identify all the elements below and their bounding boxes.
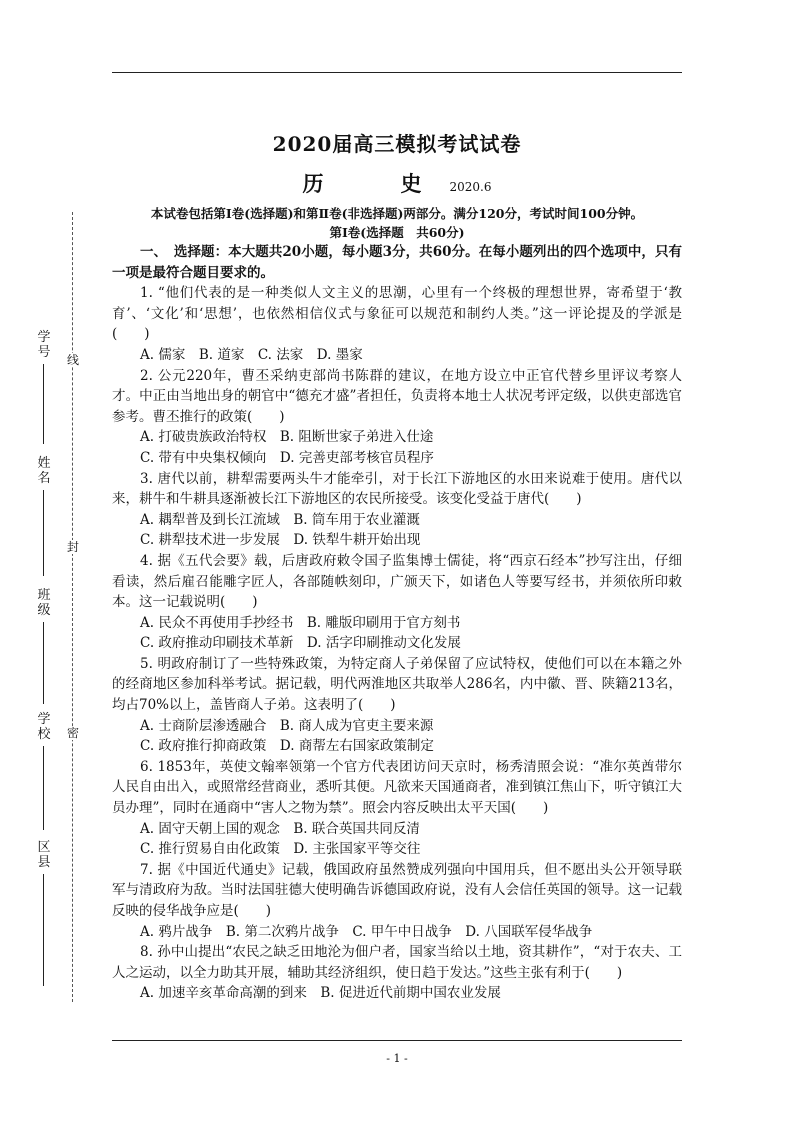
question-options: A. 鸦片战争 B. 第二次鸦片战争 C. 甲午中日战争 D. 八国联军侵华战争 — [140, 923, 593, 940]
header-rule — [112, 72, 682, 73]
section-emphasis: 四个 — [573, 244, 601, 260]
district-blank — [43, 874, 44, 986]
intro-line: 本试卷包括第Ⅰ卷(选择题)和第Ⅱ卷(非选择题)两部分。满分120分，考试时间100分钟。 — [150, 206, 644, 221]
question-options: A. 民众不再使用手抄经书 B. 雕版印刷用于官方刻书 — [140, 614, 461, 631]
question-options: A. 加速辛亥革命高潮的到来 B. 促进近代前期中国农业发展 — [140, 985, 501, 1002]
name-blank — [43, 490, 44, 576]
question-stem: 8. 孙中山提出“农民之缺乏田地沦为佃户者，国家当给以土地，资其耕作”，“对于农夫、工人之运动，以全力助其开展，辅助其经济组织，使日趋于发达。”这些主张有利于( ) — [112, 944, 682, 981]
school-label: 学校 — [34, 712, 54, 742]
question-stem: 2. 公元220年，曹丕采纳吏部尚书陈群的建议，在地方设立中正官代替乡里评议考察人才。中正由当地出身的朝官中“德充才盛”者担任，负责将本地士人状况考评定级，以供吏部选官参考。曹丕推行的政策( ) — [112, 367, 682, 425]
question-stem: 1. “他们代表的是一种类似人文主义的思潮，心里有一个终极的理想世界，寄希望于‘教育’、‘文化’和‘思想’，也依然相信仪式与象征可以规范和制约人类。”这一评论提及的学派是( ) — [112, 285, 682, 343]
class-label: 班级 — [34, 588, 54, 618]
footer-rule — [112, 1040, 682, 1041]
question-options: A. 固守天朝上国的观念 B. 联合英国共同反清 — [140, 820, 420, 837]
school-blank — [43, 746, 44, 830]
question-options: A. 打破贵族政治特权 B. 阻断世家子弟进入仕途 — [140, 429, 434, 446]
question-stem: 4. 据《五代会要》载，后唐政府敕令国子监集博士儒徒，将“西京石经本”抄写注出，仔细看读，然后雇召能雕字匠人，各部随帙刻印，广颁天下，如诸色人等要写经书，并须依所印敕本。这一记载说明( ) — [112, 552, 682, 611]
student-id-blank — [43, 364, 44, 444]
question-stem: 6. 1853年，英使文翰率领第一个官方代表团访问天京时，杨秀清照会说：“准尔英酋带尔人民自由出入，或照常经营商业，悉听其便。凡欲来天国通商者，准到镇江焦山下，听守镇江大员办理”，同时在通商中“害人之物为禁”。照会内容反映出太平天国( ) — [112, 758, 682, 817]
question-options: C. 耕犁技术进一步发展 D. 铁犁牛耕开始出现 — [140, 532, 421, 549]
question-options: C. 推行贸易自由化政策 D. 主张国家平等交往 — [140, 841, 421, 858]
student-id-label: 学号 — [34, 330, 54, 360]
binding-mark-secret: 密 — [66, 726, 79, 740]
name-label: 姓名 — [34, 456, 54, 486]
section-text: 本大题共20小题，每小题3分，共60分。在每小题列出的 — [228, 244, 574, 260]
exam-date: 2020.6 — [449, 180, 492, 194]
question-stem: 5. 明政府制订了一些特殊政策，为特定商人子弟保留了应试特权，使他们可以在本籍之外的经商地区参加科举考试。据记载，明代两淮地区共取举人286名，内中徽、晋、陕籍213名，均占70%以上，盖皆商人子弟。这表明了( ) — [112, 655, 682, 714]
subject-heading — [112, 168, 682, 198]
binding-mark-line: 线 — [66, 353, 79, 367]
section-label: 一、 选择题： — [140, 244, 229, 260]
page-title: 2020届高三模拟考试试卷 — [272, 132, 522, 156]
district-label: 区县 — [34, 840, 54, 870]
section-text-tail: 选项中，只有一项是最符合题目要求的。 — [112, 244, 683, 281]
binding-mark-seal: 封 — [66, 540, 79, 554]
question-options: A. 耦犁普及到长江流域 B. 筒车用于农业灌溉 — [140, 511, 420, 528]
binding-dashed-line — [72, 212, 73, 1002]
page-number: - 1 - — [386, 1052, 408, 1065]
section-instructions — [112, 242, 682, 283]
question-options: C. 带有中央集权倾向 D. 完善吏部考核官员程序 — [140, 449, 434, 466]
question-body — [112, 242, 682, 1004]
question-options: C. 政府推行抑商政策 D. 商帮左右国家政策制定 — [140, 738, 434, 755]
subject-name: 历 史 — [302, 171, 450, 196]
question-stem: 7. 据《中国近代通史》记载，俄国政府虽然赞成列强向中国用兵，但不愿出头公开领导联军与清政府为敌。当时法国驻德大使明确告诉德国政府说，没有人会信任英国的领导。这一记载反映的侵华战争应是( ) — [112, 861, 682, 919]
question-options: C. 政府推动印刷技术革新 D. 活字印刷推动文化发展 — [140, 635, 461, 652]
question-stem: 3. 唐代以前，耕犁需要两头牛才能牵引，对于长江下游地区的水田来说难于使用。唐代以来，耕牛和牛耕具逐渐被长江下游地区的农民所接受。该变化受益于唐代( ) — [112, 470, 682, 508]
exam-intro — [112, 204, 682, 242]
volume-heading: 第Ⅰ卷(选择题 共60分) — [329, 225, 465, 240]
question-options: A. 士商阶层渗透融合 B. 商人成为官吏主要来源 — [140, 717, 434, 734]
question-options: A. 儒家 B. 道家 C. 法家 D. 墨家 — [140, 346, 363, 363]
class-blank — [43, 622, 44, 704]
